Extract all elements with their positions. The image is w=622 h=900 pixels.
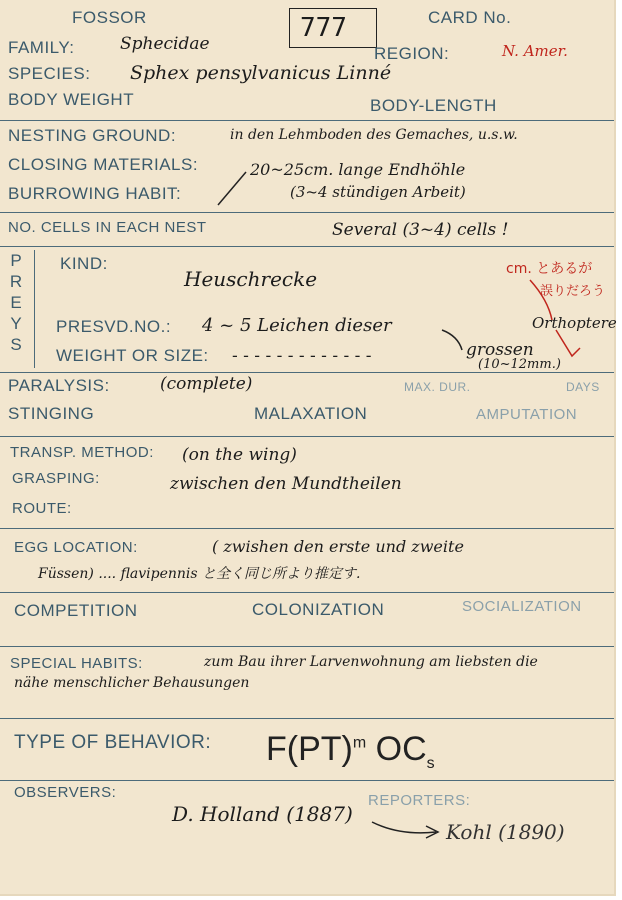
nesting-ground-value: in den Lehmboden des Gemaches, u.s.w.: [230, 127, 518, 143]
no-cells-value: Several (3~4) cells !: [332, 220, 509, 240]
egg-location-line1: ( zwishen den erste und zweite: [212, 537, 464, 556]
reporter-value: Kohl (1890): [446, 820, 565, 844]
egg-location-label: EGG LOCATION:: [14, 539, 138, 556]
stinging-label: STINGING: [8, 404, 95, 423]
red-note-line1: cm. とあるが: [506, 261, 593, 277]
presvd-no-value: 4 ~ 5 Leichen dieser: [202, 315, 392, 336]
max-dur-label: MAX. DUR.: [404, 380, 471, 394]
card-no-label: CARD No.: [428, 8, 512, 27]
grasping-label: GRASPING:: [12, 470, 100, 487]
type-of-behavior-label: TYPE OF BEHAVIOR:: [14, 732, 212, 753]
competition-label: COMPETITION: [14, 601, 138, 620]
observer-value: D. Holland (1887): [172, 802, 353, 826]
red-arrow-head: [556, 330, 580, 356]
amputation-label: AMPUTATION: [476, 406, 578, 423]
no-cells-label: NO. CELLS IN EACH NEST: [8, 219, 207, 236]
slash-stroke: [218, 172, 246, 205]
closing-materials-label: CLOSING MATERIALS:: [8, 155, 199, 174]
closing-materials-line1: 20~25cm. lange Endhöhle: [250, 160, 466, 179]
family-label: FAMILY:: [8, 38, 75, 57]
red-note-line2: 誤りだろう: [540, 284, 606, 299]
card-number: 777: [300, 13, 347, 43]
paralysis-value: (complete): [160, 374, 253, 394]
kind-value: Heuschrecke: [184, 267, 318, 291]
region-value: N. Amer.: [502, 42, 568, 60]
species-label: SPECIES:: [8, 64, 91, 83]
category-label: FOSSOR: [72, 8, 147, 27]
special-habits-line2: nähe menschlicher Behausungen: [14, 675, 250, 691]
weight-size-label: WEIGHT OR SIZE:: [56, 346, 209, 365]
route-label: ROUTE:: [12, 500, 72, 517]
family-value: Sphecidae: [120, 34, 210, 54]
reporters-label: REPORTERS:: [368, 792, 471, 809]
closing-materials-line2: (3~4 stündigen Arbeit): [290, 183, 466, 201]
weight-size-dashes: - - - - - - - - - - - - -: [232, 346, 372, 366]
kind-label: KIND:: [60, 254, 108, 273]
arrow-stroke: [372, 822, 436, 833]
burrowing-habit-label: BURROWING HABIT:: [8, 184, 182, 203]
special-habits-line1: zum Bau ihrer Larvenwohnung am liebsten die: [204, 654, 538, 670]
days-label: DAYS: [566, 380, 600, 394]
observers-label: OBSERVERS:: [14, 784, 117, 801]
special-habits-label: SPECIAL HABITS:: [10, 655, 143, 672]
behavior-formula: F(PT)$^m$ $OC_s$: [266, 730, 435, 772]
preys-vertical-label: P R E Y S: [9, 251, 23, 354]
transp-method-value: (on the wing): [182, 445, 297, 465]
colonization-label: COLONIZATION: [252, 600, 385, 619]
grasping-value: zwischen den Mundtheilen: [170, 474, 402, 494]
presvd-no-label: PRESVD.NO.:: [56, 317, 172, 336]
bracket-stroke: [442, 330, 462, 350]
orthoptera-value: Orthoptere: [532, 314, 617, 332]
paralysis-label: PARALYSIS:: [8, 376, 110, 395]
red-arrow-stroke: [530, 280, 552, 320]
egg-location-line2: Füssen) .... flavipennis と全く同じ所より推定す.: [38, 566, 361, 582]
species-value: Sphex pensylvanicus Linné: [130, 62, 392, 84]
socialization-label: SOCIALIZATION: [462, 598, 582, 615]
body-weight-label: BODY WEIGHT: [8, 90, 135, 109]
malaxation-label: MALAXATION: [254, 404, 368, 423]
transp-method-label: TRANSP. METHOD:: [10, 444, 154, 461]
grossen-value: grossen: [466, 340, 534, 360]
grossen-size-value: (10~12mm.): [478, 357, 561, 372]
nesting-ground-label: NESTING GROUND:: [8, 126, 177, 145]
body-length-label: BODY-LENGTH: [370, 96, 497, 115]
region-label: REGION:: [374, 44, 450, 63]
